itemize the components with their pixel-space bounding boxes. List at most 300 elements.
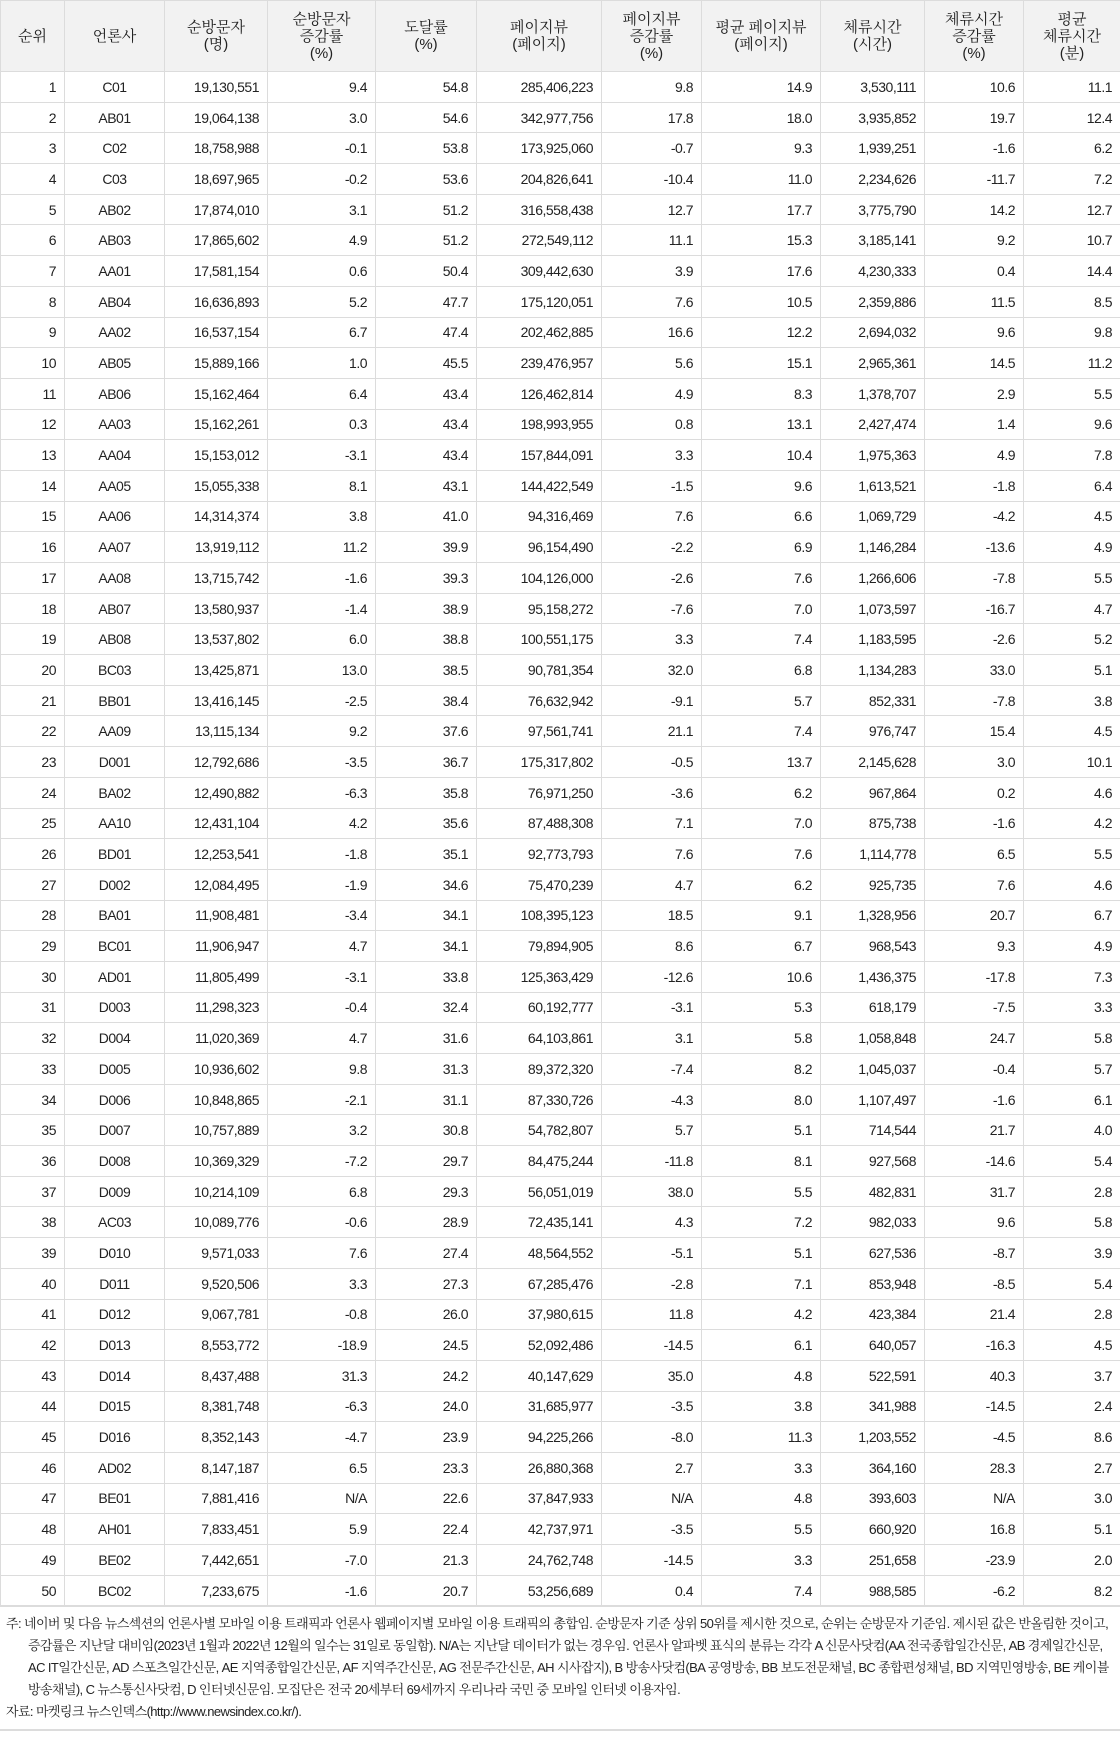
cell-pageview-change: 5.7 [602,1115,702,1146]
cell-visitor-change: 4.9 [268,225,376,256]
cell-outlet: D015 [65,1391,165,1422]
cell-pageviews: 125,363,429 [477,961,602,992]
cell-avg-pageviews: 8.0 [702,1084,821,1115]
cell-rank: 49 [1,1545,65,1576]
cell-dwell-time: 852,331 [821,685,925,716]
cell-outlet: D016 [65,1422,165,1453]
cell-dwell-time: 967,864 [821,777,925,808]
cell-dwell-change: 9.2 [925,225,1024,256]
cell-pageview-change: 38.0 [602,1176,702,1207]
cell-unique-visitors: 10,214,109 [165,1176,268,1207]
cell-rank: 6 [1,225,65,256]
cell-visitor-change: 3.0 [268,102,376,133]
cell-outlet: D005 [65,1054,165,1085]
cell-outlet: D007 [65,1115,165,1146]
header-avg-dwell: 평균 체류시간 (분) [1024,1,1120,72]
cell-rank: 41 [1,1299,65,1330]
cell-rank: 46 [1,1452,65,1483]
cell-rank: 9 [1,317,65,348]
cell-rank: 42 [1,1330,65,1361]
cell-dwell-time: 1,107,497 [821,1084,925,1115]
cell-dwell-time: 976,747 [821,716,925,747]
cell-dwell-time: 2,359,886 [821,286,925,317]
cell-dwell-change: 31.7 [925,1176,1024,1207]
cell-outlet: BD01 [65,839,165,870]
cell-avg-dwell: 10.1 [1024,747,1120,778]
cell-dwell-time: 1,134,283 [821,655,925,686]
cell-avg-pageviews: 7.4 [702,624,821,655]
cell-outlet: AA07 [65,532,165,563]
cell-pageview-change: 11.1 [602,225,702,256]
cell-reach: 47.4 [376,317,477,348]
cell-outlet: BA02 [65,777,165,808]
cell-avg-dwell: 8.5 [1024,286,1120,317]
cell-pageview-change: 8.6 [602,931,702,962]
cell-pageview-change: -8.0 [602,1422,702,1453]
cell-rank: 15 [1,501,65,532]
cell-reach: 53.8 [376,133,477,164]
cell-pageview-change: 35.0 [602,1360,702,1391]
cell-visitor-change: -1.6 [268,1575,376,1606]
cell-dwell-change: -4.5 [925,1422,1024,1453]
cell-visitor-change: -0.1 [268,133,376,164]
cell-reach: 22.4 [376,1514,477,1545]
cell-pageviews: 26,880,368 [477,1452,602,1483]
table-row [1,440,1120,471]
cell-avg-dwell: 5.1 [1024,655,1120,686]
cell-dwell-change: -13.6 [925,532,1024,563]
cell-pageview-change: -14.5 [602,1330,702,1361]
cell-reach: 51.2 [376,194,477,225]
cell-outlet: D011 [65,1268,165,1299]
cell-reach: 43.4 [376,409,477,440]
cell-dwell-change: -8.5 [925,1268,1024,1299]
cell-pageviews: 76,971,250 [477,777,602,808]
cell-pageviews: 48,564,552 [477,1238,602,1269]
cell-pageview-change: 7.6 [602,286,702,317]
cell-rank: 20 [1,655,65,686]
cell-dwell-time: 1,266,606 [821,563,925,594]
cell-dwell-time: 341,988 [821,1391,925,1422]
cell-dwell-change: 1.4 [925,409,1024,440]
cell-reach: 33.8 [376,961,477,992]
cell-dwell-change: -14.5 [925,1391,1024,1422]
cell-pageviews: 24,762,748 [477,1545,602,1576]
cell-rank: 10 [1,348,65,379]
cell-pageview-change: N/A [602,1483,702,1514]
header-avg-pageviews: 평균 페이지뷰 (페이지) [702,1,821,72]
cell-pageview-change: -3.5 [602,1391,702,1422]
cell-avg-dwell: 5.4 [1024,1146,1120,1177]
cell-avg-dwell: 7.2 [1024,164,1120,195]
cell-dwell-time: 1,939,251 [821,133,925,164]
cell-pageview-change: 7.6 [602,839,702,870]
cell-pageview-change: 0.8 [602,409,702,440]
cell-unique-visitors: 13,919,112 [165,532,268,563]
cell-dwell-time: 482,831 [821,1176,925,1207]
cell-dwell-time: 1,613,521 [821,470,925,501]
header-pageviews: 페이지뷰 (페이지) [477,1,602,72]
cell-avg-dwell: 7.8 [1024,440,1120,471]
table-footer [0,1606,1120,1731]
cell-avg-dwell: 5.4 [1024,1268,1120,1299]
cell-unique-visitors: 10,757,889 [165,1115,268,1146]
cell-reach: 29.3 [376,1176,477,1207]
cell-outlet: BE02 [65,1545,165,1576]
cell-visitor-change: 6.0 [268,624,376,655]
table-row [1,164,1120,195]
cell-rank: 39 [1,1238,65,1269]
cell-unique-visitors: 19,064,138 [165,102,268,133]
cell-pageview-change: -7.4 [602,1054,702,1085]
cell-avg-dwell: 11.2 [1024,348,1120,379]
cell-dwell-time: 627,536 [821,1238,925,1269]
cell-dwell-time: 1,045,037 [821,1054,925,1085]
cell-avg-pageviews: 7.6 [702,563,821,594]
cell-outlet: AC03 [65,1207,165,1238]
cell-avg-dwell: 6.4 [1024,470,1120,501]
cell-pageview-change: 7.1 [602,808,702,839]
cell-unique-visitors: 9,067,781 [165,1299,268,1330]
cell-pageviews: 144,422,549 [477,470,602,501]
cell-rank: 13 [1,440,65,471]
table-row [1,685,1120,716]
cell-pageview-change: -0.7 [602,133,702,164]
cell-avg-pageviews: 10.5 [702,286,821,317]
cell-visitor-change: 8.1 [268,470,376,501]
cell-pageview-change: 2.7 [602,1452,702,1483]
cell-avg-pageviews: 8.1 [702,1146,821,1177]
cell-unique-visitors: 12,084,495 [165,869,268,900]
cell-dwell-change: 28.3 [925,1452,1024,1483]
cell-dwell-time: 522,591 [821,1360,925,1391]
table-row [1,839,1120,870]
cell-outlet: D003 [65,992,165,1023]
cell-avg-dwell: 5.5 [1024,839,1120,870]
cell-outlet: AB06 [65,378,165,409]
cell-avg-pageviews: 5.8 [702,1023,821,1054]
cell-outlet: AA09 [65,716,165,747]
table-row [1,1360,1120,1391]
cell-visitor-change: 9.4 [268,72,376,103]
cell-dwell-time: 1,203,552 [821,1422,925,1453]
table-row [1,808,1120,839]
cell-dwell-change: -6.2 [925,1575,1024,1606]
cell-dwell-time: 2,694,032 [821,317,925,348]
cell-pageview-change: -3.5 [602,1514,702,1545]
cell-avg-pageviews: 7.4 [702,1575,821,1606]
cell-pageviews: 87,488,308 [477,808,602,839]
cell-unique-visitors: 11,020,369 [165,1023,268,1054]
cell-unique-visitors: 19,130,551 [165,72,268,103]
cell-reach: 26.0 [376,1299,477,1330]
header-dwell-time: 체류시간 (시간) [821,1,925,72]
cell-rank: 28 [1,900,65,931]
cell-reach: 28.9 [376,1207,477,1238]
table-row [1,133,1120,164]
cell-rank: 11 [1,378,65,409]
cell-avg-dwell: 6.7 [1024,900,1120,931]
cell-dwell-change: -1.6 [925,1084,1024,1115]
cell-unique-visitors: 12,490,882 [165,777,268,808]
cell-dwell-change: 4.9 [925,440,1024,471]
cell-rank: 7 [1,256,65,287]
cell-rank: 12 [1,409,65,440]
cell-unique-visitors: 10,936,602 [165,1054,268,1085]
cell-visitor-change: 4.7 [268,931,376,962]
cell-reach: 34.1 [376,931,477,962]
cell-dwell-time: 1,073,597 [821,593,925,624]
cell-pageview-change: 4.3 [602,1207,702,1238]
cell-pageviews: 94,225,266 [477,1422,602,1453]
cell-avg-pageviews: 7.1 [702,1268,821,1299]
cell-visitor-change: -3.5 [268,747,376,778]
cell-pageview-change: -2.6 [602,563,702,594]
cell-dwell-change: 9.6 [925,1207,1024,1238]
cell-dwell-change: 14.2 [925,194,1024,225]
cell-dwell-change: 16.8 [925,1514,1024,1545]
cell-outlet: D009 [65,1176,165,1207]
cell-visitor-change: -1.6 [268,563,376,594]
table-row [1,501,1120,532]
cell-unique-visitors: 13,715,742 [165,563,268,594]
cell-avg-pageviews: 6.2 [702,869,821,900]
cell-outlet: AA02 [65,317,165,348]
cell-avg-dwell: 4.5 [1024,1330,1120,1361]
cell-outlet: AA01 [65,256,165,287]
cell-rank: 26 [1,839,65,870]
cell-rank: 50 [1,1575,65,1606]
cell-unique-visitors: 8,147,187 [165,1452,268,1483]
table-header-row [1,1,1120,72]
cell-rank: 48 [1,1514,65,1545]
cell-outlet: BA01 [65,900,165,931]
cell-pageview-change: 16.6 [602,317,702,348]
cell-rank: 38 [1,1207,65,1238]
cell-outlet: D004 [65,1023,165,1054]
cell-rank: 37 [1,1176,65,1207]
cell-visitor-change: -4.7 [268,1422,376,1453]
cell-rank: 5 [1,194,65,225]
cell-avg-pageviews: 5.5 [702,1176,821,1207]
table-row [1,1115,1120,1146]
cell-unique-visitors: 7,881,416 [165,1483,268,1514]
cell-dwell-change: -16.7 [925,593,1024,624]
cell-pageviews: 89,372,320 [477,1054,602,1085]
cell-avg-pageviews: 5.1 [702,1238,821,1269]
cell-pageview-change: -12.6 [602,961,702,992]
cell-avg-pageviews: 17.7 [702,194,821,225]
cell-avg-dwell: 4.6 [1024,869,1120,900]
cell-dwell-change: 19.7 [925,102,1024,133]
cell-avg-dwell: 14.4 [1024,256,1120,287]
cell-reach: 51.2 [376,225,477,256]
cell-rank: 45 [1,1422,65,1453]
cell-pageviews: 272,549,112 [477,225,602,256]
cell-dwell-change: 0.4 [925,256,1024,287]
table-row [1,1545,1120,1576]
cell-reach: 30.8 [376,1115,477,1146]
cell-dwell-time: 3,775,790 [821,194,925,225]
cell-reach: 27.4 [376,1238,477,1269]
cell-dwell-change: -7.8 [925,685,1024,716]
cell-pageview-change: 0.4 [602,1575,702,1606]
cell-avg-dwell: 2.0 [1024,1545,1120,1576]
cell-pageviews: 92,773,793 [477,839,602,870]
cell-rank: 34 [1,1084,65,1115]
cell-avg-pageviews: 7.0 [702,593,821,624]
table-row [1,1330,1120,1361]
table-row [1,1176,1120,1207]
cell-pageview-change: 17.8 [602,102,702,133]
cell-pageview-change: -2.8 [602,1268,702,1299]
cell-dwell-change: 21.7 [925,1115,1024,1146]
cell-rank: 14 [1,470,65,501]
table-row [1,102,1120,133]
cell-dwell-time: 925,735 [821,869,925,900]
cell-outlet: AB02 [65,194,165,225]
cell-pageviews: 53,256,689 [477,1575,602,1606]
cell-rank: 3 [1,133,65,164]
cell-unique-visitors: 13,416,145 [165,685,268,716]
cell-avg-dwell: 3.8 [1024,685,1120,716]
cell-dwell-time: 968,543 [821,931,925,962]
cell-dwell-time: 1,328,956 [821,900,925,931]
table-row [1,1207,1120,1238]
cell-dwell-change: -7.8 [925,563,1024,594]
cell-rank: 8 [1,286,65,317]
cell-avg-dwell: 5.5 [1024,378,1120,409]
cell-pageviews: 175,317,802 [477,747,602,778]
cell-dwell-change: -0.4 [925,1054,1024,1085]
cell-dwell-time: 1,114,778 [821,839,925,870]
cell-dwell-time: 1,069,729 [821,501,925,532]
cell-avg-pageviews: 10.4 [702,440,821,471]
cell-pageviews: 342,977,756 [477,102,602,133]
table-row [1,716,1120,747]
cell-pageviews: 67,285,476 [477,1268,602,1299]
cell-rank: 36 [1,1146,65,1177]
cell-outlet: AB03 [65,225,165,256]
cell-avg-dwell: 4.5 [1024,716,1120,747]
cell-visitor-change: 5.2 [268,286,376,317]
cell-outlet: C02 [65,133,165,164]
header-unique-visitors: 순방문자 (명) [165,1,268,72]
cell-pageview-change: -0.5 [602,747,702,778]
cell-unique-visitors: 7,833,451 [165,1514,268,1545]
cell-reach: 22.6 [376,1483,477,1514]
cell-pageview-change: -4.3 [602,1084,702,1115]
cell-rank: 23 [1,747,65,778]
cell-outlet: C03 [65,164,165,195]
cell-outlet: BC02 [65,1575,165,1606]
cell-dwell-time: 988,585 [821,1575,925,1606]
table-row [1,1268,1120,1299]
cell-dwell-change: 24.7 [925,1023,1024,1054]
cell-outlet: AB08 [65,624,165,655]
cell-dwell-change: -1.6 [925,808,1024,839]
table-row [1,317,1120,348]
cell-outlet: AA03 [65,409,165,440]
cell-avg-dwell: 2.4 [1024,1391,1120,1422]
cell-avg-pageviews: 13.1 [702,409,821,440]
table-row [1,655,1120,686]
table-row [1,1146,1120,1177]
cell-reach: 31.1 [376,1084,477,1115]
cell-visitor-change: 0.3 [268,409,376,440]
cell-dwell-time: 2,145,628 [821,747,925,778]
cell-outlet: AA08 [65,563,165,594]
cell-pageviews: 52,092,486 [477,1330,602,1361]
cell-avg-pageviews: 6.7 [702,931,821,962]
cell-visitor-change: 4.7 [268,1023,376,1054]
cell-visitor-change: 3.3 [268,1268,376,1299]
cell-unique-visitors: 9,571,033 [165,1238,268,1269]
cell-visitor-change: -6.3 [268,1391,376,1422]
header-reach: 도달률 (%) [376,1,477,72]
cell-visitor-change: 6.4 [268,378,376,409]
cell-avg-dwell: 2.8 [1024,1299,1120,1330]
cell-avg-pageviews: 7.0 [702,808,821,839]
table-row [1,1422,1120,1453]
cell-reach: 35.8 [376,777,477,808]
header-visitor-change: 순방문자 증감률 (%) [268,1,376,72]
cell-visitor-change: -2.5 [268,685,376,716]
cell-pageview-change: -1.5 [602,470,702,501]
cell-outlet: BE01 [65,1483,165,1514]
cell-unique-visitors: 10,369,329 [165,1146,268,1177]
cell-visitor-change: 0.6 [268,256,376,287]
cell-reach: 50.4 [376,256,477,287]
cell-visitor-change: -6.3 [268,777,376,808]
cell-avg-pageviews: 8.3 [702,378,821,409]
cell-rank: 19 [1,624,65,655]
table-row [1,1054,1120,1085]
cell-unique-visitors: 15,162,261 [165,409,268,440]
cell-outlet: BC03 [65,655,165,686]
cell-dwell-change: 9.6 [925,317,1024,348]
cell-reach: 43.4 [376,440,477,471]
cell-pageviews: 126,462,814 [477,378,602,409]
cell-outlet: BB01 [65,685,165,716]
cell-unique-visitors: 16,636,893 [165,286,268,317]
cell-dwell-time: 3,530,111 [821,72,925,103]
cell-unique-visitors: 15,889,166 [165,348,268,379]
cell-outlet: AH01 [65,1514,165,1545]
cell-dwell-change: 14.5 [925,348,1024,379]
cell-unique-visitors: 7,233,675 [165,1575,268,1606]
cell-reach: 29.7 [376,1146,477,1177]
cell-avg-pageviews: 17.6 [702,256,821,287]
cell-pageviews: 87,330,726 [477,1084,602,1115]
cell-dwell-time: 3,185,141 [821,225,925,256]
cell-avg-dwell: 11.1 [1024,72,1120,103]
cell-visitor-change: 31.3 [268,1360,376,1391]
cell-pageviews: 64,103,861 [477,1023,602,1054]
cell-outlet: D010 [65,1238,165,1269]
cell-reach: 21.3 [376,1545,477,1576]
table-row [1,194,1120,225]
cell-pageview-change: -11.8 [602,1146,702,1177]
cell-avg-pageviews: 9.3 [702,133,821,164]
cell-dwell-change: -17.8 [925,961,1024,992]
table-row [1,961,1120,992]
cell-pageview-change: -2.2 [602,532,702,563]
cell-dwell-time: 1,975,363 [821,440,925,471]
table-row [1,532,1120,563]
cell-reach: 27.3 [376,1268,477,1299]
cell-avg-pageviews: 5.5 [702,1514,821,1545]
